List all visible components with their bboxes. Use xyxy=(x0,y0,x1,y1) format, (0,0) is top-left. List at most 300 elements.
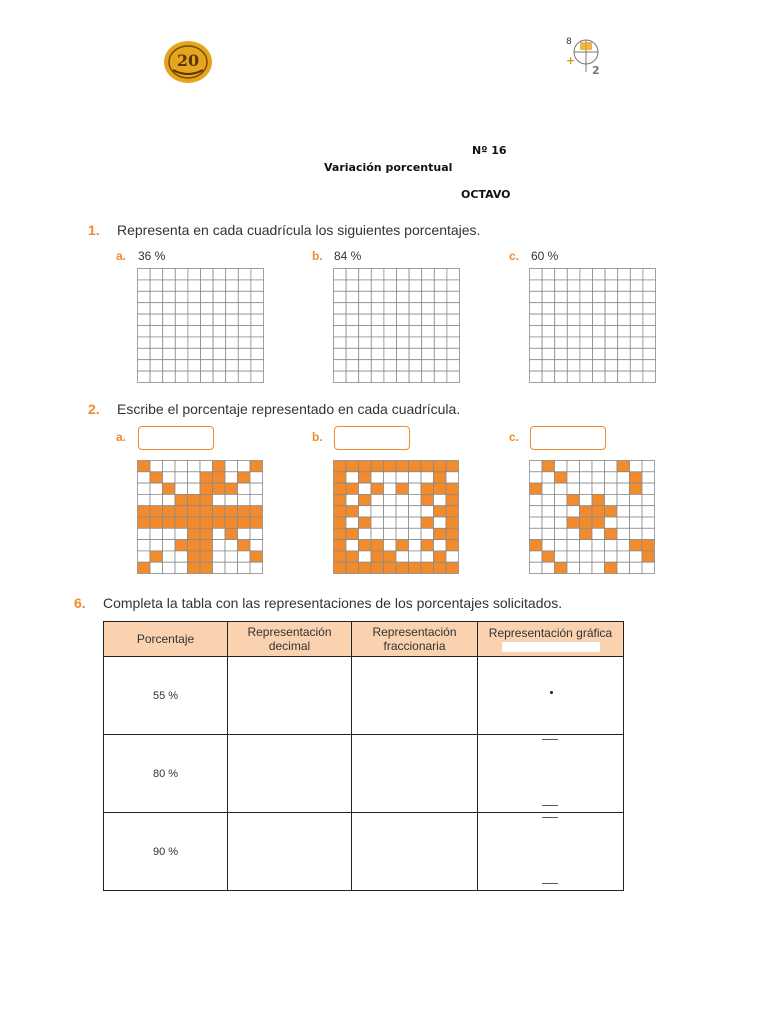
grid-cell xyxy=(138,348,151,359)
grid-cell xyxy=(555,371,568,382)
shaded-cell xyxy=(446,562,459,573)
grid-cell xyxy=(188,291,201,302)
grid-cell xyxy=(163,528,176,539)
grid-cell xyxy=(409,528,422,539)
shaded-cell xyxy=(213,506,226,517)
grid-cell xyxy=(226,303,239,314)
grid-cell xyxy=(593,371,606,382)
shaded-cell xyxy=(409,562,422,573)
grid-cell xyxy=(542,371,555,382)
shaded-cell xyxy=(446,494,459,505)
shaded-cell xyxy=(421,461,434,472)
grid-cell xyxy=(617,483,630,494)
grid-cell xyxy=(201,269,214,280)
grid-cell xyxy=(384,291,397,302)
grid-cell xyxy=(542,337,555,348)
grid-cell xyxy=(580,540,593,551)
grid-cell xyxy=(630,360,643,371)
shaded-cell xyxy=(371,540,384,551)
shaded-cell xyxy=(542,461,555,472)
grid-cell xyxy=(334,348,347,359)
grid-cell xyxy=(238,483,251,494)
shaded-cell xyxy=(200,494,213,505)
q1b-blank-grid[interactable] xyxy=(333,268,460,383)
grid-cell xyxy=(617,540,630,551)
q2a-letter: a. xyxy=(116,430,127,444)
shaded-cell xyxy=(642,540,655,551)
shaded-cell xyxy=(188,540,201,551)
dash-mark xyxy=(542,817,558,818)
grid-cell xyxy=(346,494,359,505)
grid-cell xyxy=(618,360,631,371)
grid-cell xyxy=(150,269,163,280)
worksheet-title: Variación porcentual xyxy=(324,161,453,174)
grid-cell xyxy=(175,269,188,280)
shaded-cell xyxy=(163,517,176,528)
grid-cell xyxy=(530,461,543,472)
q1b-letter: b. xyxy=(312,249,323,263)
shaded-cell xyxy=(138,562,151,573)
grid-cell xyxy=(421,528,434,539)
grid-cell xyxy=(138,280,151,291)
grid-cell xyxy=(396,472,409,483)
grid-cell xyxy=(138,494,151,505)
grid-cell xyxy=(175,483,188,494)
shaded-cell xyxy=(250,506,263,517)
grid-cell xyxy=(592,551,605,562)
grid-cell xyxy=(642,461,655,472)
grid-cell xyxy=(138,551,151,562)
grid-cell xyxy=(542,280,555,291)
grid-cell xyxy=(175,314,188,325)
decimal-cell[interactable] xyxy=(228,657,352,735)
grid-cell xyxy=(334,303,347,314)
grid-cell xyxy=(567,483,580,494)
grid-cell xyxy=(567,472,580,483)
q2a-answer-box[interactable] xyxy=(138,426,214,450)
grid-cell xyxy=(643,280,656,291)
shaded-cell xyxy=(200,506,213,517)
grid-cell xyxy=(213,551,226,562)
graphic-cell[interactable] xyxy=(478,813,624,891)
grid-cell xyxy=(213,303,226,314)
grid-cell xyxy=(421,506,434,517)
grid-cell xyxy=(605,337,618,348)
grid-cell xyxy=(138,371,151,382)
grid-cell xyxy=(250,472,263,483)
shaded-cell xyxy=(334,506,347,517)
grid-cell xyxy=(630,337,643,348)
grid-cell xyxy=(555,280,568,291)
grid-cell xyxy=(555,291,568,302)
grid-cell xyxy=(251,360,264,371)
grid-cell xyxy=(580,562,593,573)
fraction-cell[interactable] xyxy=(352,657,478,735)
grid-cell xyxy=(630,371,643,382)
percent-table xyxy=(103,621,624,891)
grid-cell xyxy=(580,291,593,302)
grid-cell xyxy=(447,371,460,382)
grid-cell xyxy=(384,528,397,539)
grid-cell xyxy=(580,326,593,337)
shaded-cell xyxy=(188,517,201,528)
shaded-cell xyxy=(371,483,384,494)
grid-cell xyxy=(605,269,618,280)
grid-cell xyxy=(334,280,347,291)
grid-cell xyxy=(630,291,643,302)
grid-cell xyxy=(422,337,435,348)
grid-cell xyxy=(555,337,568,348)
grid-cell xyxy=(371,314,384,325)
grid-cell xyxy=(201,337,214,348)
grid-cell xyxy=(555,314,568,325)
q2c-shaded-grid xyxy=(529,460,655,574)
grid-cell xyxy=(409,291,422,302)
shaded-cell xyxy=(213,483,226,494)
grid-cell xyxy=(409,269,422,280)
grid-cell xyxy=(213,280,226,291)
shaded-cell xyxy=(213,517,226,528)
grid-cell xyxy=(605,348,618,359)
grid-cell xyxy=(567,360,580,371)
grid-cell xyxy=(555,326,568,337)
grid-cell xyxy=(175,562,188,573)
grid-cell xyxy=(567,337,580,348)
shaded-cell xyxy=(421,494,434,505)
grid-cell xyxy=(409,348,422,359)
grid-cell xyxy=(163,269,176,280)
grid-cell xyxy=(530,517,543,528)
grid-cell xyxy=(409,326,422,337)
grid-cell xyxy=(630,562,643,573)
grid-cell xyxy=(447,269,460,280)
grid-cell xyxy=(555,517,568,528)
grid-cell xyxy=(163,540,176,551)
percent-cell: 90 % xyxy=(104,813,228,891)
percent-cell: 80 % xyxy=(104,735,228,813)
shaded-cell xyxy=(359,517,372,528)
shaded-cell xyxy=(163,506,176,517)
shaded-cell xyxy=(250,517,263,528)
grid-cell xyxy=(163,472,176,483)
grid-cell xyxy=(555,269,568,280)
graphic-cell[interactable] xyxy=(478,657,624,735)
grid-cell xyxy=(618,303,631,314)
grid-cell xyxy=(238,269,251,280)
grid-cell xyxy=(642,528,655,539)
grid-cell xyxy=(630,280,643,291)
q1a-blank-grid[interactable] xyxy=(137,268,264,383)
grid-cell xyxy=(200,461,213,472)
grid-cell xyxy=(643,371,656,382)
fraction-cell[interactable] xyxy=(352,735,478,813)
shaded-cell xyxy=(213,472,226,483)
shaded-cell xyxy=(605,528,618,539)
shaded-cell xyxy=(200,551,213,562)
grid-cell xyxy=(397,360,410,371)
grid-cell xyxy=(175,551,188,562)
grid-cell xyxy=(447,326,460,337)
shaded-cell xyxy=(359,472,372,483)
shaded-cell xyxy=(567,517,580,528)
grid-cell xyxy=(421,472,434,483)
graphic-cell[interactable] xyxy=(478,735,624,813)
shaded-cell xyxy=(150,551,163,562)
shaded-cell xyxy=(446,528,459,539)
grid-cell xyxy=(213,348,226,359)
grid-cell xyxy=(555,461,568,472)
grid-cell xyxy=(555,348,568,359)
grid-cell xyxy=(618,269,631,280)
grid-cell xyxy=(334,291,347,302)
grid-cell xyxy=(642,506,655,517)
grid-cell xyxy=(138,314,151,325)
grid-cell xyxy=(226,314,239,325)
grid-cell xyxy=(617,551,630,562)
grid-cell xyxy=(409,337,422,348)
q1c-percent: 60 % xyxy=(531,249,559,263)
grid-cell xyxy=(567,314,580,325)
q1b-percent: 84 % xyxy=(334,249,362,263)
grid-cell xyxy=(542,326,555,337)
grid-cell xyxy=(409,371,422,382)
grid-cell xyxy=(605,551,618,562)
grid-cell xyxy=(175,348,188,359)
shaded-cell xyxy=(592,494,605,505)
grid-cell xyxy=(188,303,201,314)
grid-cell xyxy=(251,371,264,382)
grid-cell xyxy=(138,540,151,551)
grid-cell xyxy=(434,269,447,280)
grid-cell xyxy=(605,494,618,505)
grid-cell xyxy=(409,517,422,528)
grid-cell xyxy=(617,517,630,528)
grid-cell xyxy=(605,472,618,483)
grid-cell xyxy=(346,337,359,348)
grid-cell xyxy=(605,540,618,551)
grid-cell xyxy=(201,303,214,314)
q1c-blank-grid[interactable] xyxy=(529,268,656,383)
grid-cell xyxy=(238,371,251,382)
grid-cell xyxy=(567,291,580,302)
grid-cell xyxy=(580,337,593,348)
grid-cell xyxy=(251,314,264,325)
svg-text:8: 8 xyxy=(566,37,572,47)
grid-cell xyxy=(530,551,543,562)
grid-cell xyxy=(334,326,347,337)
shaded-cell xyxy=(605,562,618,573)
q1-instruction: Representa en cada cuadrícula los siguientes porcentajes. xyxy=(117,222,481,238)
grid-cell xyxy=(175,337,188,348)
shaded-cell xyxy=(334,461,347,472)
grid-cell xyxy=(371,494,384,505)
grid-cell xyxy=(346,517,359,528)
shaded-cell xyxy=(188,506,201,517)
grid-cell xyxy=(592,461,605,472)
grid-cell xyxy=(175,472,188,483)
shaded-cell xyxy=(434,528,447,539)
decimal-cell[interactable] xyxy=(228,735,352,813)
grid-cell xyxy=(150,528,163,539)
grid-cell xyxy=(618,314,631,325)
grid-cell xyxy=(593,291,606,302)
grid-cell xyxy=(150,314,163,325)
grid-cell xyxy=(567,280,580,291)
shaded-cell xyxy=(138,517,151,528)
grid-cell xyxy=(150,483,163,494)
fraction-cell[interactable] xyxy=(352,813,478,891)
q2a-shaded-grid xyxy=(137,460,263,574)
shaded-cell xyxy=(421,562,434,573)
shaded-cell xyxy=(396,562,409,573)
grid-cell xyxy=(530,360,543,371)
grid-cell xyxy=(397,348,410,359)
q2c-answer-box[interactable] xyxy=(530,426,606,450)
grid-cell xyxy=(213,562,226,573)
dash-mark xyxy=(542,883,558,884)
grid-cell xyxy=(542,314,555,325)
grid-cell xyxy=(371,337,384,348)
grid-cell xyxy=(371,326,384,337)
shaded-cell xyxy=(346,551,359,562)
shaded-cell xyxy=(213,461,226,472)
shaded-cell xyxy=(200,562,213,573)
q2b-answer-box[interactable] xyxy=(334,426,410,450)
grid-cell xyxy=(530,314,543,325)
grid-cell xyxy=(422,326,435,337)
shaded-cell xyxy=(580,506,593,517)
grid-cell xyxy=(138,528,151,539)
shaded-cell xyxy=(138,506,151,517)
grid-cell xyxy=(225,461,238,472)
shaded-cell xyxy=(434,461,447,472)
grid-cell xyxy=(213,291,226,302)
grid-cell xyxy=(150,461,163,472)
grid-cell xyxy=(447,314,460,325)
worksheet-number: Nº 16 xyxy=(472,144,507,157)
shaded-cell xyxy=(396,483,409,494)
grid-cell xyxy=(580,494,593,505)
shaded-cell xyxy=(238,472,251,483)
decimal-cell[interactable] xyxy=(228,813,352,891)
grid-cell xyxy=(396,528,409,539)
grid-cell xyxy=(643,291,656,302)
grid-cell xyxy=(346,348,359,359)
shaded-cell xyxy=(346,562,359,573)
grid-cell xyxy=(251,303,264,314)
q2b-letter: b. xyxy=(312,430,323,444)
shaded-cell xyxy=(617,461,630,472)
grid-cell xyxy=(150,280,163,291)
grid-cell xyxy=(542,303,555,314)
grid-cell xyxy=(643,337,656,348)
grid-cell xyxy=(409,360,422,371)
grid-cell xyxy=(530,280,543,291)
grid-cell xyxy=(605,360,618,371)
grid-cell xyxy=(371,303,384,314)
grid-cell xyxy=(251,269,264,280)
grid-cell xyxy=(580,348,593,359)
grid-cell xyxy=(567,348,580,359)
shaded-cell xyxy=(200,472,213,483)
grid-cell xyxy=(238,528,251,539)
grid-cell xyxy=(225,551,238,562)
grid-cell xyxy=(580,280,593,291)
shaded-cell xyxy=(138,461,151,472)
shaded-cell xyxy=(334,517,347,528)
grid-cell xyxy=(542,269,555,280)
svg-text:+: + xyxy=(566,54,576,67)
shaded-cell xyxy=(238,540,251,551)
grid-cell xyxy=(592,540,605,551)
grid-cell xyxy=(175,360,188,371)
grid-cell xyxy=(618,371,631,382)
grid-cell xyxy=(359,314,372,325)
grid-cell xyxy=(226,371,239,382)
shaded-cell xyxy=(384,551,397,562)
grid-cell xyxy=(163,360,176,371)
grid-cell xyxy=(384,348,397,359)
shaded-cell xyxy=(446,540,459,551)
grid-cell xyxy=(251,291,264,302)
grid-cell xyxy=(188,314,201,325)
grid-cell xyxy=(346,326,359,337)
grid-cell xyxy=(359,528,372,539)
grid-cell xyxy=(555,494,568,505)
grid-cell xyxy=(163,348,176,359)
shaded-cell xyxy=(225,483,238,494)
shaded-cell xyxy=(175,540,188,551)
dash-mark xyxy=(542,805,558,806)
grid-cell xyxy=(593,269,606,280)
grid-cell xyxy=(384,494,397,505)
grid-cell xyxy=(530,291,543,302)
grid-cell xyxy=(447,337,460,348)
grid-cell xyxy=(188,360,201,371)
grid-cell xyxy=(605,314,618,325)
grid-cell xyxy=(580,360,593,371)
grid-cell xyxy=(396,494,409,505)
grid-cell xyxy=(397,314,410,325)
grid-cell xyxy=(434,326,447,337)
grid-cell xyxy=(138,472,151,483)
grid-cell xyxy=(447,360,460,371)
shaded-cell xyxy=(250,461,263,472)
grid-cell xyxy=(138,483,151,494)
grid-cell xyxy=(371,371,384,382)
grid-cell xyxy=(530,303,543,314)
grid-cell xyxy=(642,562,655,573)
grid-cell xyxy=(593,348,606,359)
grid-cell xyxy=(359,303,372,314)
grid-cell xyxy=(384,269,397,280)
grid-cell xyxy=(542,517,555,528)
grid-cell xyxy=(422,360,435,371)
grid-cell xyxy=(434,494,447,505)
dash-mark xyxy=(542,739,558,740)
grid-cell xyxy=(138,360,151,371)
grid-cell xyxy=(250,528,263,539)
grid-cell xyxy=(238,360,251,371)
grid-cell xyxy=(397,269,410,280)
grid-cell xyxy=(238,303,251,314)
q2b-shaded-grid xyxy=(333,460,459,574)
grid-cell xyxy=(605,291,618,302)
grid-cell xyxy=(580,483,593,494)
shaded-cell xyxy=(605,506,618,517)
grid-cell xyxy=(371,472,384,483)
grid-cell xyxy=(555,483,568,494)
